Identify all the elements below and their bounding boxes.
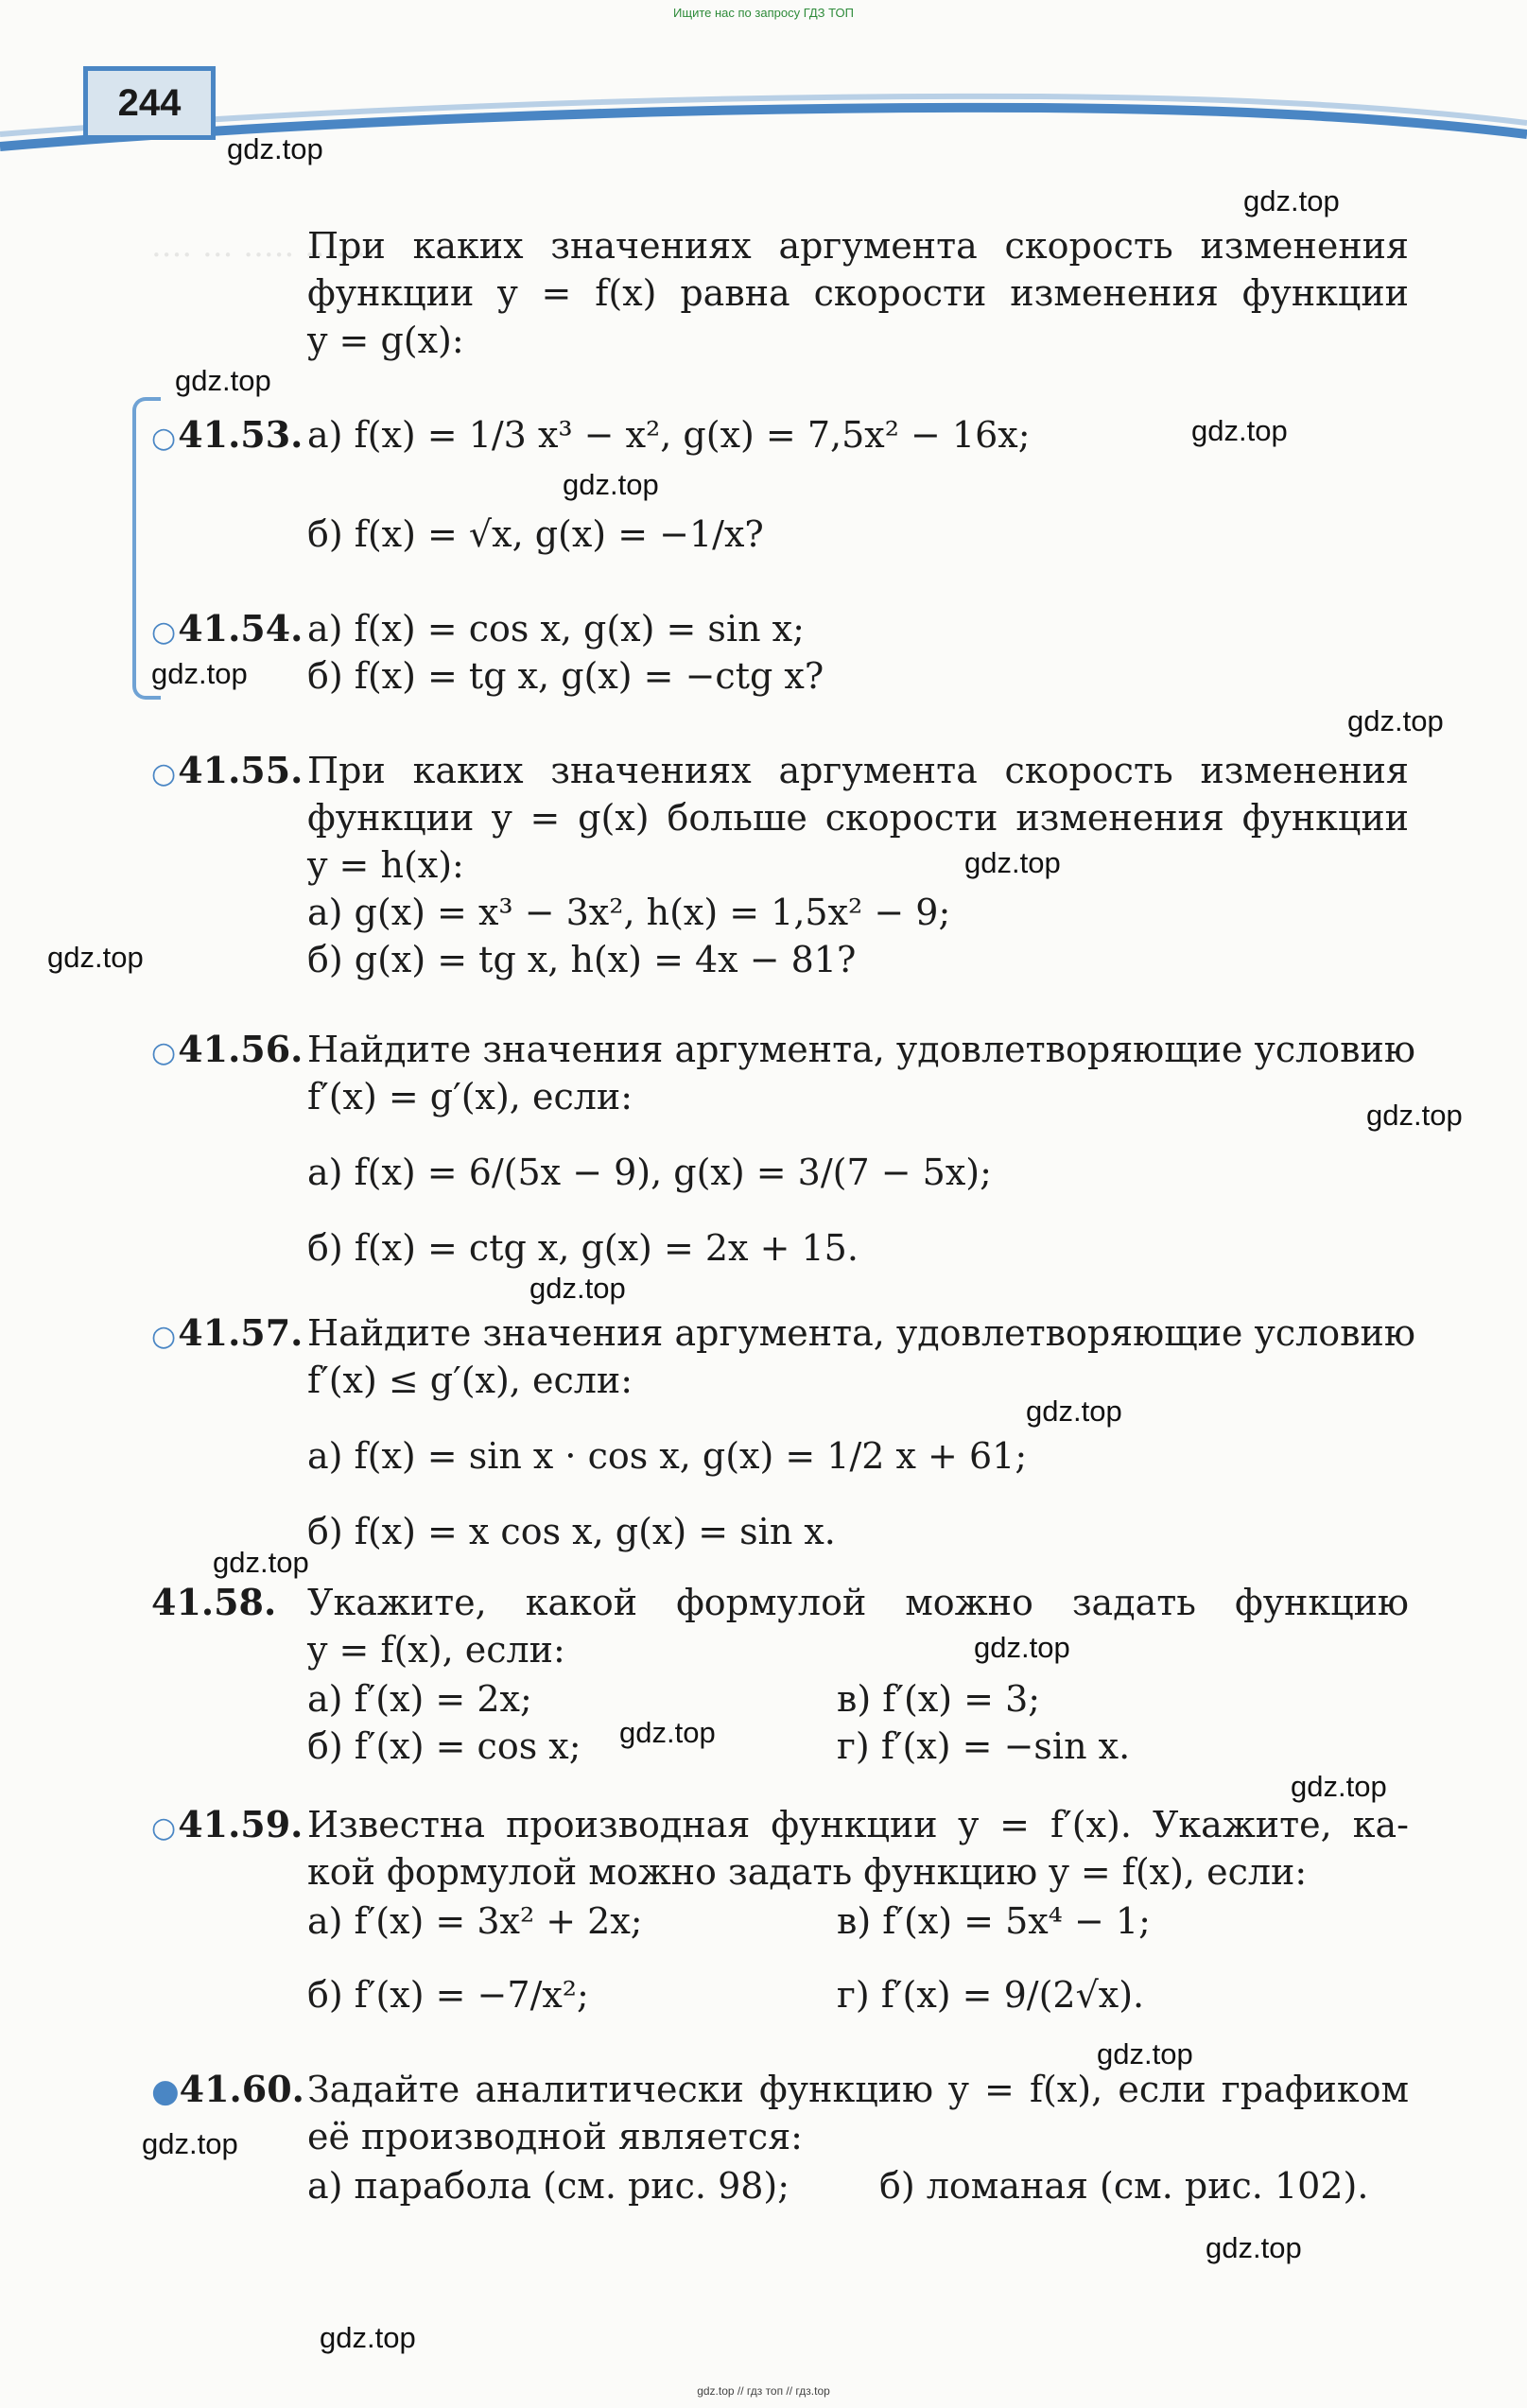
watermark: gdz.top	[151, 657, 248, 690]
problem-59-v: в) f′(x) = 5x⁴ − 1;	[837, 1900, 1151, 1942]
problem-56-line-1: Найдите значения аргумента, удовлетворяющие условию	[307, 1029, 1415, 1070]
problem-58-line-2: y = f(x), если:	[307, 1629, 565, 1671]
page-number: 244	[83, 66, 216, 140]
watermark: gdz.top	[974, 1631, 1070, 1664]
problem-59-g: г) f′(x) = 9/(2√x).	[837, 1974, 1145, 2016]
problem-55-line-3: y = h(x):	[307, 844, 464, 886]
problem-number: 41.58.	[151, 1581, 277, 1623]
watermark: gdz.top	[563, 468, 659, 501]
problem-57-a: а) f(x) = sin x · cos x, g(x) = 1/2 x + 61;	[307, 1435, 1028, 1477]
watermark: gdz.top	[1366, 1099, 1463, 1132]
problem-58-g: г) f′(x) = −sin x.	[837, 1725, 1131, 1767]
watermark: gdz.top	[1191, 414, 1288, 447]
circle-marker-icon: ○	[151, 422, 177, 455]
problem-55-a: а) g(x) = x³ − 3x², h(x) = 1,5x² − 9;	[307, 892, 951, 933]
problem-58-v: в) f′(x) = 3;	[837, 1678, 1041, 1720]
problem-54-a: а) f(x) = cos x, g(x) = sin x;	[307, 608, 805, 650]
problem-53-b: б) f(x) = √x, g(x) = −1/x?	[307, 513, 764, 555]
problem-60-line-1: Задайте аналитически функцию y = f(x), если графиком	[307, 2069, 1409, 2110]
filled-circle-marker-icon: ●	[151, 2072, 180, 2110]
problem-53-a: а) f(x) = 1/3 x³ − x², g(x) = 7,5x² − 16x;	[307, 414, 1031, 456]
problem-number: ●41.60.	[151, 2068, 304, 2110]
watermark: gdz.top	[529, 1272, 626, 1305]
intro-line-3: y = g(x):	[307, 320, 464, 361]
watermark: gdz.top	[320, 2321, 416, 2354]
circle-marker-icon: ○	[151, 615, 177, 649]
problem-number: ○41.59.	[151, 1803, 304, 1845]
problem-58-a: а) f′(x) = 2x;	[307, 1678, 532, 1720]
problem-59-line-2: кой формулой можно задать функцию y = f(x), если:	[307, 1851, 1308, 1893]
watermark: gdz.top	[1097, 2037, 1193, 2070]
problem-58-line-1: Укажите, какой формулой можно задать функцию	[307, 1582, 1409, 1623]
watermark: gdz.top	[1243, 184, 1340, 217]
problem-60-line-2: её производной является:	[307, 2116, 803, 2157]
problem-number: ○41.55.	[151, 749, 304, 791]
circle-marker-icon: ○	[151, 1811, 177, 1845]
watermark: gdz.top	[1206, 2231, 1302, 2264]
problem-59-a: а) f′(x) = 3x² + 2x;	[307, 1900, 643, 1942]
problem-56-a: а) f(x) = 6/(5x − 9), g(x) = 3/(7 − 5x);	[307, 1152, 992, 1193]
problem-56-b: б) f(x) = ctg x, g(x) = 2x + 15.	[307, 1227, 859, 1269]
watermark: gdz.top	[964, 846, 1061, 879]
problem-57-line-1: Найдите значения аргумента, удовлетворяющие условию	[307, 1312, 1415, 1354]
problem-55-line-2: функции y = g(x) больше скорости изменения функции	[307, 797, 1409, 839]
watermark: gdz.top	[1347, 704, 1444, 737]
intro-line-2: функции y = f(x) равна скорости изменения функции	[307, 272, 1409, 314]
problem-60-a: а) парабола (см. рис. 98);	[307, 2165, 790, 2207]
watermark: gdz.top	[227, 132, 323, 165]
problem-number: ○41.53.	[151, 413, 304, 456]
problem-55-b: б) g(x) = tg x, h(x) = 4x − 81?	[307, 939, 857, 980]
bleed-through: ···· ··· ····· ·······	[151, 236, 376, 274]
circle-marker-icon: ○	[151, 757, 177, 790]
problem-number: ○41.56.	[151, 1028, 304, 1070]
problem-58-b: б) f′(x) = cos x;	[307, 1725, 581, 1767]
problem-number: ○41.57.	[151, 1311, 304, 1354]
bottom-links[interactable]: gdz.top // гдз топ // гдз.top	[697, 2384, 830, 2398]
watermark: gdz.top	[142, 2127, 238, 2160]
watermark: gdz.top	[175, 364, 271, 397]
problem-54-b: б) f(x) = tg x, g(x) = −ctg x?	[307, 655, 824, 697]
watermark: gdz.top	[213, 1546, 309, 1579]
watermark: gdz.top	[1291, 1770, 1387, 1803]
problem-56-line-2: f′(x) = g′(x), если:	[307, 1076, 633, 1117]
circle-marker-icon: ○	[151, 1320, 177, 1353]
problem-number: ○41.54.	[151, 607, 304, 650]
problem-57-line-2: f′(x) ≤ g′(x), если:	[307, 1360, 633, 1401]
top-search-link[interactable]: Ищите нас по запросу ГДЗ ТОП	[673, 6, 854, 20]
problem-57-b: б) f(x) = x cos x, g(x) = sin x.	[307, 1511, 836, 1552]
problem-55-line-1: При каких значениях аргумента скорость изменения	[307, 750, 1409, 791]
watermark: gdz.top	[619, 1716, 716, 1749]
watermark: gdz.top	[1026, 1395, 1122, 1428]
problem-59-line-1: Известна производная функции y = f′(x). Укажите, ка-	[307, 1804, 1409, 1845]
problem-59-b: б) f′(x) = −7/x²;	[307, 1974, 589, 2016]
intro-line-1: При каких значениях аргумента скорость изменения	[307, 225, 1409, 267]
problem-60-b: б) ломаная (см. рис. 102).	[879, 2165, 1369, 2207]
watermark: gdz.top	[47, 941, 144, 974]
circle-marker-icon: ○	[151, 1036, 177, 1069]
